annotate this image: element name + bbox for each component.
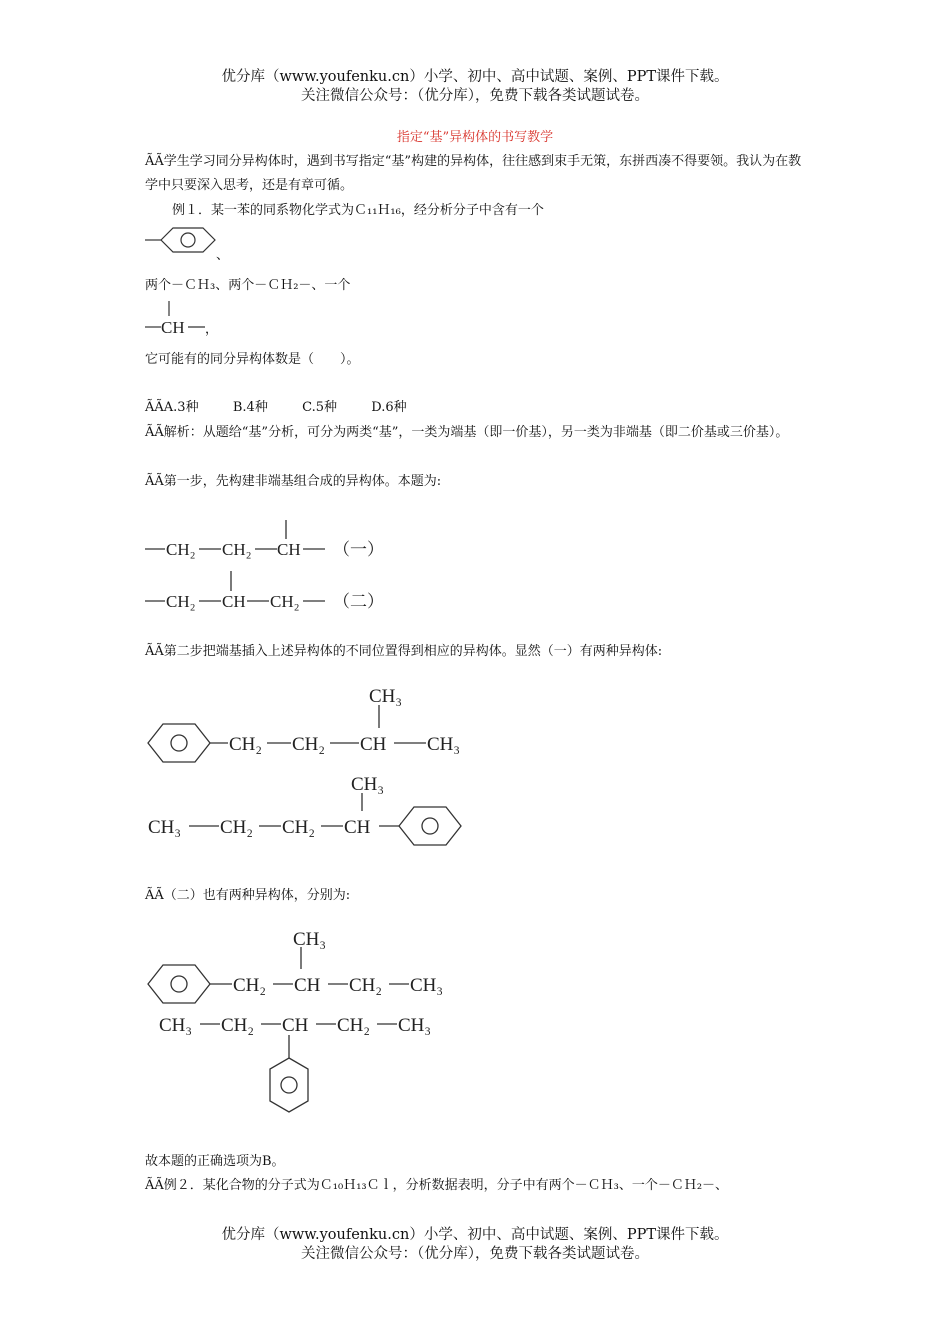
question-text: 它可能有的同分异构体数是（ ）。 (145, 352, 360, 367)
skeleton2-ch: CH (222, 592, 246, 611)
header-line-1: 优分库（www.youfenku.cn）小学、初中、高中试题、案例、PPT课件下载。 (221, 69, 729, 85)
step-2-text: ÃÃ第二步把端基插入上述异构体的不同位置得到相应的异构体。显然（一）有两种异构体: (145, 644, 663, 659)
iso3-ch3-top: CH₃ (293, 929, 327, 950)
footer-line-2: 关注微信公众号：（优分库），免费下载各类试题试卷。 (301, 1246, 649, 1262)
skeleton2-ch2-a: CH₂ (166, 592, 196, 611)
document-title: 指定“基”异构体的书写教学 (396, 130, 554, 145)
iso3-ch2-b: CH₂ (349, 975, 383, 996)
isomers-one-diagram (143, 680, 483, 855)
ch-label: CH (161, 318, 185, 337)
label-one: （一） (333, 540, 384, 559)
iso2-ch3-top: CH₃ (351, 774, 385, 795)
label-two: （二） (333, 592, 384, 611)
option-d: D.6种 (371, 400, 407, 415)
ch-group-diagram (143, 298, 213, 342)
iso3-ch: CH (294, 975, 321, 996)
option-c: C.5种 (302, 400, 337, 415)
comma-after-ch: ， (205, 322, 219, 337)
skeleton1-ch: CH (277, 540, 301, 559)
iso4-ch3-end: CH₃ (398, 1015, 432, 1036)
header-line-2: 关注微信公众号：（优分库），免费下载各类试题试卷。 (301, 88, 649, 104)
iso1-ch2-b: CH₂ (292, 734, 326, 755)
iso2-ch2-a: CH₂ (220, 817, 254, 838)
analysis-paragraph: ÃÃ解析：从题给“基”分析，可分为两类“基”，一类为端基（即一价基），另一类为非端基（即二价基或三价基）。 (145, 425, 789, 440)
answer-options (145, 396, 810, 420)
example-2-text: ÃÃ例２．某化合物的分子式为Ｃ₁₀Ｈ₁₃Ｃｌ，分析数据表明，分子中有两个－ＣＨ₃、一个－ＣＨ₂－、 (145, 1178, 729, 1193)
iso2-ch: CH (344, 817, 371, 838)
iso1-ch2-a: CH₂ (229, 734, 263, 755)
groups-line: 两个－ＣＨ₃、两个－ＣＨ₂－、一个 (145, 278, 351, 293)
step-1-text: ÃÃ第一步，先构建非端基组合成的异构体。本题为: (145, 474, 442, 489)
option-a: ÃÃA.3种 (145, 400, 199, 415)
part-2-text: ÃÃ（二）也有两种异构体，分别为: (145, 888, 351, 903)
skeleton1-ch2-b: CH₂ (222, 540, 252, 559)
skeleton1-ch2-a: CH₂ (166, 540, 196, 559)
answer-text: 故本题的正确选项为B。 (145, 1154, 285, 1169)
iso1-ch3-top: CH₃ (369, 686, 403, 707)
iso4-ch2-a: CH₂ (221, 1015, 255, 1036)
iso3-ch2-a: CH₂ (233, 975, 267, 996)
skeleton-structures-diagram (143, 515, 403, 615)
iso4-ch3-start: CH₃ (159, 1015, 193, 1036)
iso4-ch: CH (282, 1015, 309, 1036)
iso1-ch3-end: CH₃ (427, 734, 461, 755)
iso2-ch3-start: CH₃ (148, 817, 182, 838)
footer-line-1: 优分库（www.youfenku.cn）小学、初中、高中试题、案例、PPT课件下载。 (221, 1227, 729, 1243)
isomers-two-diagram (143, 925, 463, 1125)
example-1-text: 例１．某一苯的同系物化学式为Ｃ₁₁Ｈ₁₆，经分析分子中含有一个 (172, 203, 544, 218)
skeleton2-ch2-b: CH₂ (270, 592, 300, 611)
iso3-ch3-end: CH₃ (410, 975, 444, 996)
intro-paragraph: ÃÃ学生学习同分异构体时，遇到书写指定“基”构建的异构体，往往感到束手无策，东拼西凑不得要领。我认为在教学中只要深入思考，还是有章可循。 (145, 154, 802, 193)
iso2-ch2-b: CH₂ (282, 817, 316, 838)
option-b: B.4种 (232, 400, 268, 415)
iso1-ch: CH (360, 734, 387, 755)
comma-after-benzene: 、 (216, 248, 230, 263)
iso4-ch2-b: CH₂ (337, 1015, 371, 1036)
